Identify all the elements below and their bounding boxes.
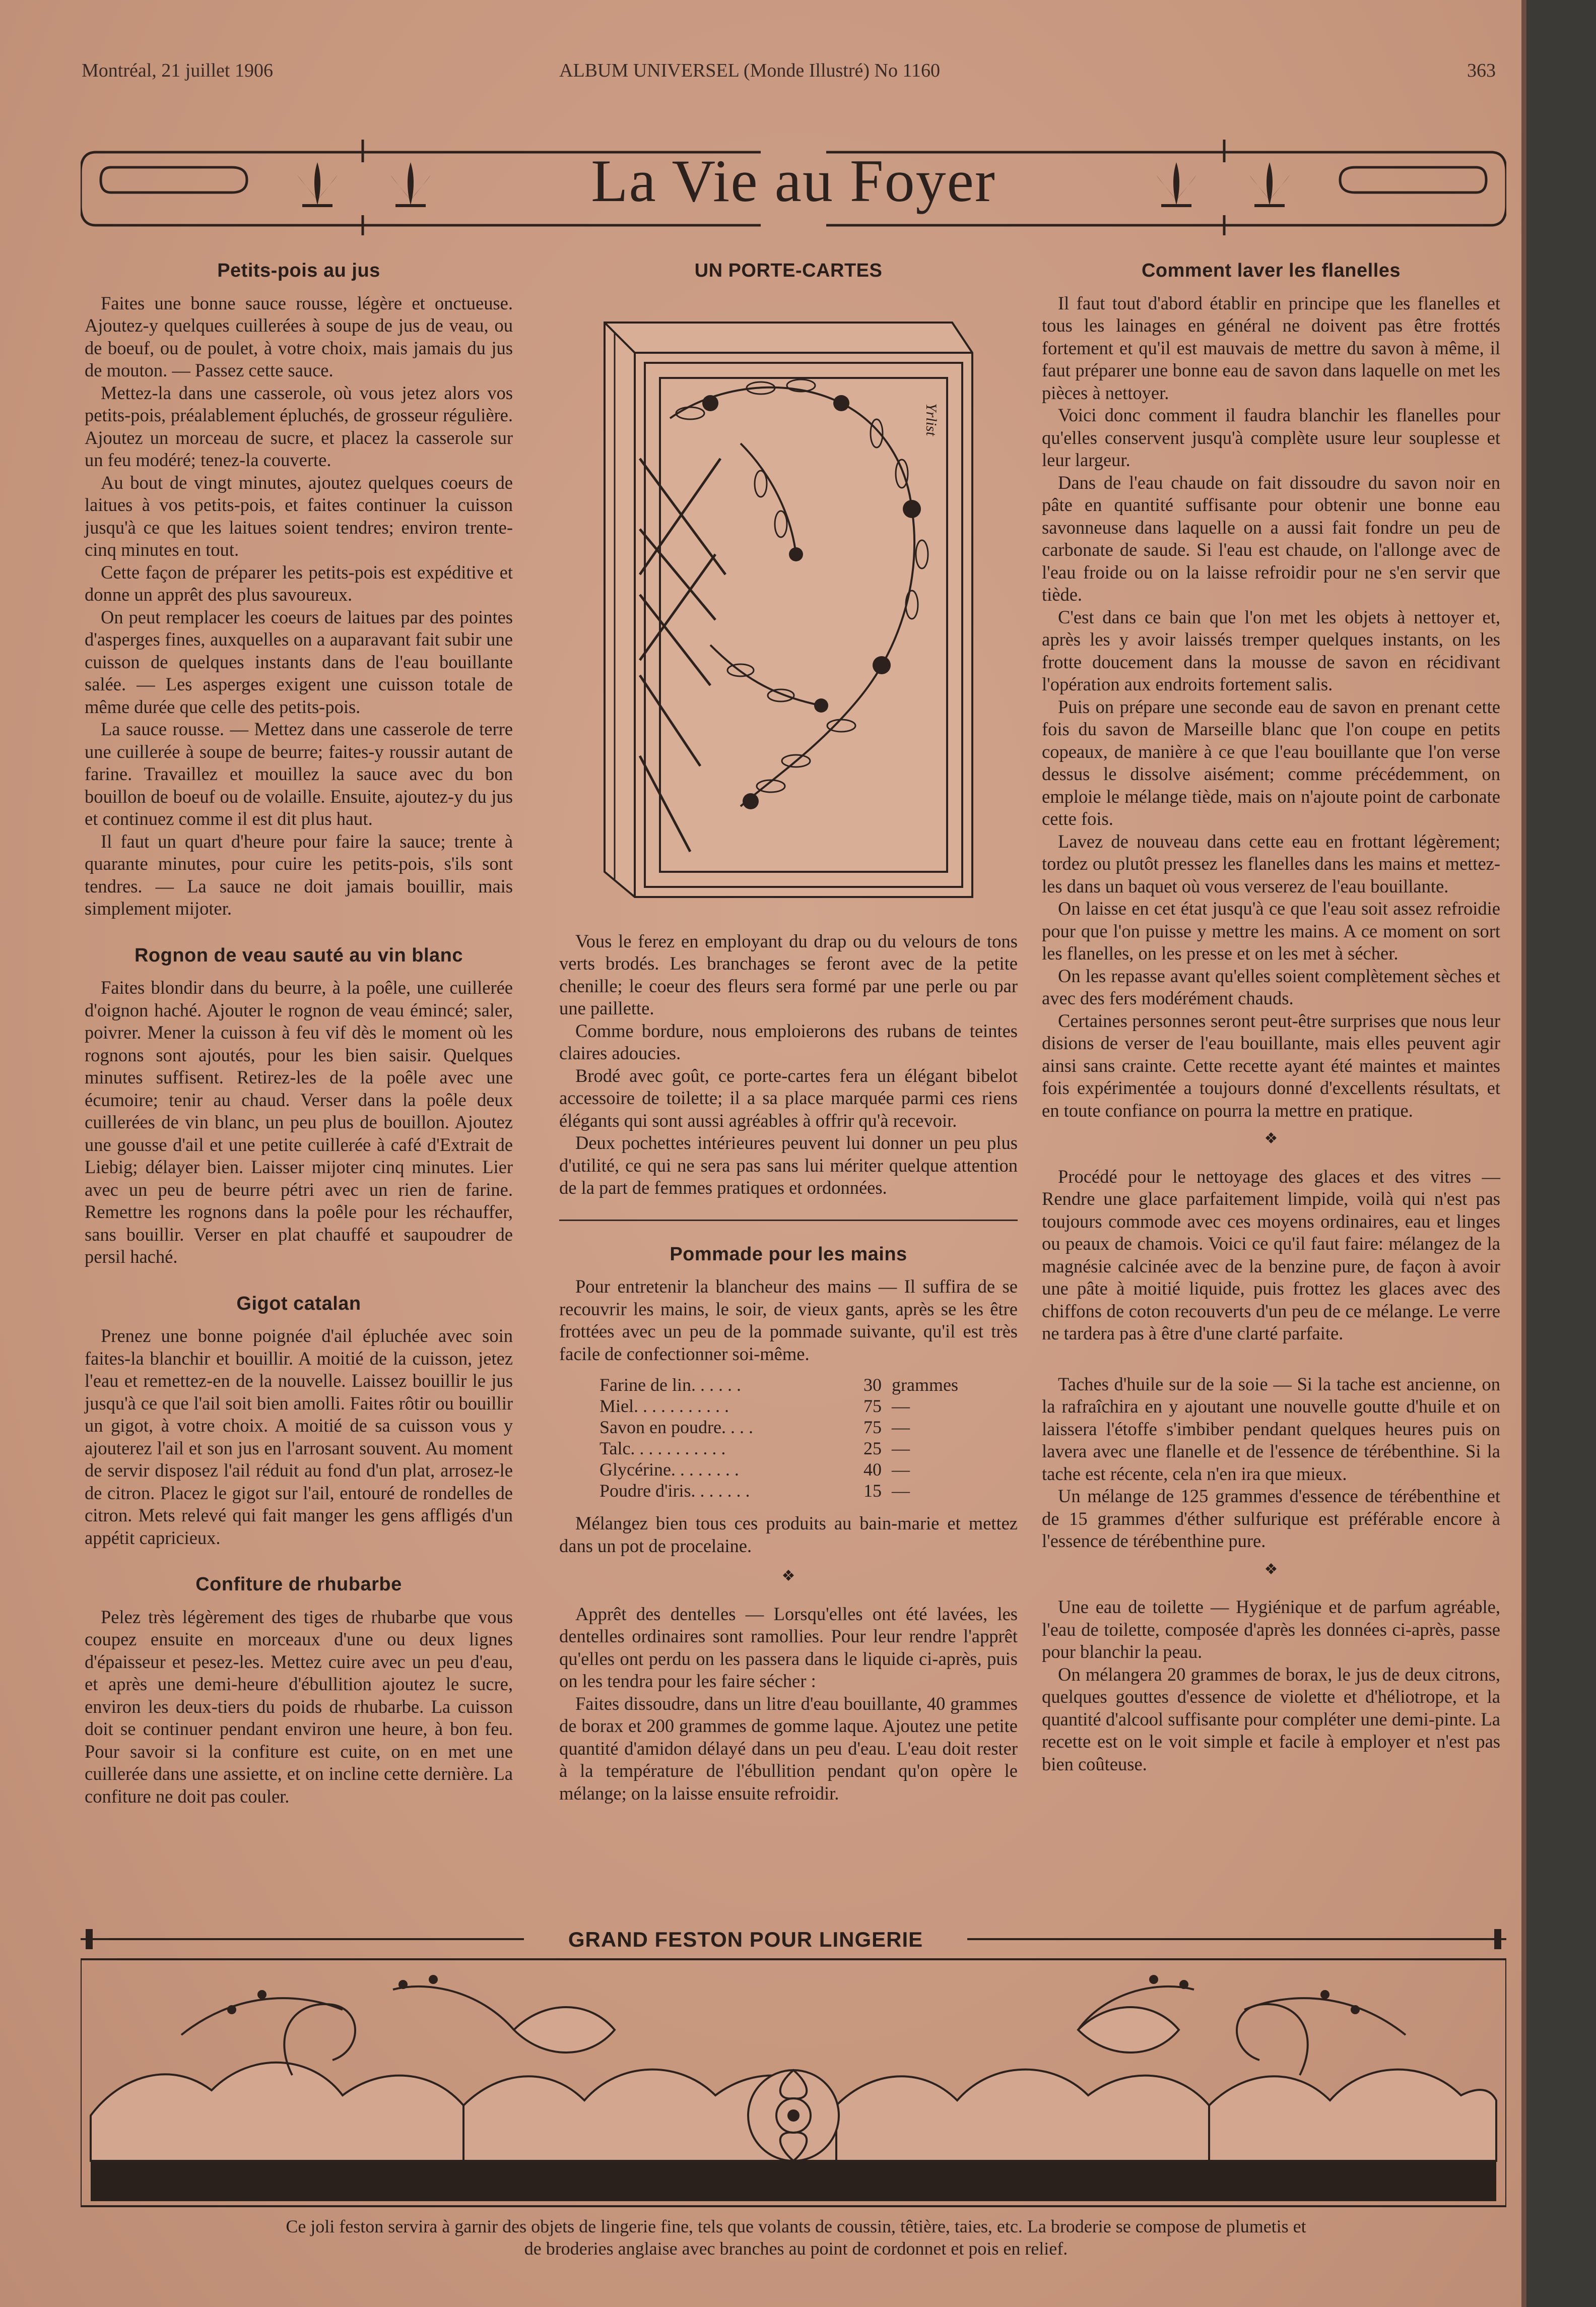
paragraph: On les repasse avant qu'elles soient complètement sèches et avec des fers modérément chauds.	[1042, 965, 1500, 1008]
ingredient-quantity: 75	[863, 1417, 882, 1437]
paragraph: Cette façon de préparer les petits-pois est expéditive et donne un apprêt des plus savoureux.	[85, 561, 513, 605]
column-center	[559, 260, 1018, 1805]
paragraph: Pelez très légèrement des tiges de rhubarbe que vous coupez ensuite en morceaux d'une ou deux lignes d'épaisseur et pesez-les. Mettez cuire avec un peu d'eau, et après une demi-heure d'ébullition ajoutez le sucre, environ les deux-tiers du poids de rhubarbe. La cuisson doit se continuer pendant environ une heure, à bon feu. Pour savoir si la confiture est cuite, on en met une cuillerée dans une assiette, et on incline cette dernière. La confiture ne doit pas couler.	[85, 1606, 513, 1807]
paragraph: Dans de l'eau chaude on fait dissoudre du savon noir en pâte en quantité suffisante pour obtenir une bonne eau savonneuse dans laquelle on a aussi fait fondre un peu de carbonate de saude. Si l'eau est chaude, on l'allonge avec de l'eau froide ou on la laisse refroidir pour ne s'en servir que tiède.	[1042, 472, 1500, 605]
paragraph: Prenez une bonne poignée d'ail épluchée avec soin faites-la blanchir et bouillir. A moitié de la cuisson, jetez l'eau et remettez-en de la nouvelle. Laissez bouillir le jus jusqu'à ce que l'ail soit bien amolli. Faites rôtir ou bouillir un gigot, à votre choix. A moitié de sa cuisson vous y ajouterez l'ail et son jus en l'arrosant souvent. Au moment de servir disposez l'ail réduit au fond d'un plat, arrosez-le de citron. Placez le gigot sur l'ail, entouré de rondelles de citron. Mets relevé qui fait manger les gens affligés d'un appétit capricieux.	[85, 1325, 513, 1548]
paragraph: Taches d'huile sur de la soie — Si la tache est ancienne, on la rafraîchira en y ajoutant une nouvelle goutte d'huile et on laissera l'étoffe s'imbiber pendant quelques heures puis on lavera avec une flanelle et de l'essence de térébenthine. Si la tache est récente, cela n'en ira que mieux.	[1042, 1373, 1500, 1484]
ingredient-name: Talc. . . . . . . . . . .	[600, 1438, 726, 1458]
ingredient-unit: —	[892, 1459, 910, 1480]
paragraph: Vous le ferez en employant du drap ou du velours de tons verts brodés. Les branchages se feront avec de la petite chenille; le coeur des fleurs sera formé par une perle ou par une paillette.	[559, 930, 1018, 1018]
paragraph: Lavez de nouveau dans cette eau en frottant légèrement; tordez ou plutôt pressez les flanelles dans les mains et mettez-les dans un baquet où vous verserez de l'eau bouillante.	[1042, 830, 1500, 896]
ingredient-name: Glycérine. . . . . . . .	[600, 1459, 739, 1480]
feston-panel	[81, 1924, 1506, 2257]
article-title: Confiture de rhubarbe	[195, 1574, 402, 1595]
paragraph: C'est dans ce bain que l'on met les objets à nettoyer et, après les y avoir laissés tremper quelques instants, on les frotte doucement dans la mousse de savon en récidivant l'opération aux endroits fortement salis.	[1042, 606, 1500, 694]
ingredient-quantity: 25	[863, 1438, 882, 1458]
column-right	[1042, 260, 1500, 1775]
paragraph: Il faut un quart d'heure pour faire la sauce; trente à quarante minutes, pour cuire les petits-pois, s'ils sont tendres. — La sauce ne doit jamais bouillir, mais simplement mijoter.	[85, 830, 513, 919]
article-rognon	[85, 944, 513, 1268]
paragraph: Brodé avec goût, ce porte-cartes fera un élégant bibelot accessoire de toilette; il a sa place marquée parmi ces riens élégants qui sont aussi agréables à offrir qu'à recevoir.	[559, 1065, 1018, 1131]
ornament-icon: ❖	[1264, 1130, 1278, 1147]
ingredient-quantity: 30	[863, 1375, 882, 1395]
ingredient-quantity: 40	[863, 1459, 882, 1480]
article-title: UN PORTE-CARTES	[694, 260, 883, 281]
article-flanelles	[1042, 260, 1500, 1122]
article-title: Comment laver les flanelles	[1141, 260, 1401, 281]
paragraph: Procédé pour le nettoyage des glaces et des vitres — Rendre une glace parfaitement limpide, voilà qui n'est pas toujours commode avec ces moyens ordinaires, eau et linges ou peaux de chamois. Voici ce qu'il faut faire: mélangez de la magnésie calcinée avec de la benzine pure, de façon à avoir une pâte à moitié liquide, puis frottez les glaces avec des chiffons de coton recouverts d'un peu de ce mélange. Le verre ne tardera pas à être d'une clarté parfaite.	[1042, 1166, 1500, 1343]
article-title: Petits-pois au jus	[217, 260, 380, 281]
article-title: Rognon de veau sauté au vin blanc	[134, 944, 463, 966]
header-date: Montréal, 21 juillet 1906	[82, 60, 273, 81]
paragraph: Faites dissoudre, dans un litre d'eau bouillante, 40 grammes de borax et 200 grammes de gomme laque. Ajoutez une petite quantité d'amidon délayé dans un peu d'eau. L'eau doit rester à la température de l'ébullition pendant qu'on opère le mélange; on la laisse ensuite refroidir.	[559, 1693, 1018, 1804]
paragraph: Pour entretenir la blancheur des mains — Il suffira de se recouvrir les mains, le soir, de vieux gants, après se les être frottées avec un peu de la pommade suivante, qu'il est très facile de confectionner soi-même.	[559, 1276, 1018, 1364]
ingredient-quantity: 15	[863, 1481, 882, 1501]
column-left	[85, 260, 513, 1832]
feston-caption	[101, 2215, 1491, 2260]
paragraph: Une eau de toilette — Hygiénique et de parfum agréable, l'eau de toilette, composée d'après les données ci-après, passe pour blanchir la peau.	[1042, 1596, 1500, 1662]
feston-title: GRAND FESTON POUR LINGERIE	[568, 1928, 923, 1951]
recipe-row	[600, 1374, 1018, 1395]
ingredient-name: Savon en poudre. . . .	[600, 1417, 753, 1437]
paragraph: Apprêt des dentelles — Lorsqu'elles ont été lavées, les dentelles ordinaires sont ramollies. Pour leur rendre l'apprêt qu'elles ont perdu on les passera dans le liquide ci-après, puis on les tendra pour les faire sécher :	[559, 1603, 1018, 1691]
ornament-spacer	[1042, 1351, 1500, 1358]
ornament-icon: ❖	[1264, 1561, 1278, 1578]
paragraph: Il faut tout d'abord établir en principe que les flanelles et tous les lainages en général ne doivent pas être frottés fortement et qu'il est mauvais de mettre du savon à même, il faut préparer une bonne eau de savon dans laquelle on met les pièces à nettoyer.	[1042, 292, 1500, 403]
paragraph: Mélangez bien tous ces produits au bain-marie et mettez dans un pot de procelaine.	[559, 1513, 1018, 1556]
card-holder-drawing	[559, 292, 1018, 912]
paragraph: Comme bordure, nous emploierons des rubans de teintes claires adoucies.	[559, 1020, 1018, 1063]
recipe-row	[600, 1417, 1018, 1438]
paragraph: On peut remplacer les coeurs de laitues par des pointes d'asperges fines, auxquelles on a auparavant fait subir une cuisson de quelques instants dans de l'eau bouillante salée. — Les asperges exigent une cuisson totale de même durée que celle des petits-pois.	[85, 606, 513, 717]
paragraph: Mettez-la dans une casserole, où vous jetez alors vos petits-pois, préalablement épluchés, de grosseur régulière. Ajoutez un morceau de sucre, et placez la casserole sur un feu modéré; tenez-la couverte.	[85, 382, 513, 470]
article-pommade	[559, 1243, 1018, 1558]
illustrator-signature: Yrlist	[923, 403, 940, 436]
ingredient-unit: —	[892, 1438, 910, 1458]
recipe-row	[600, 1459, 1018, 1480]
article-title: Gigot catalan	[236, 1293, 361, 1314]
paragraph: Deux pochettes intérieures peuvent lui donner un peu plus d'utilité, ce qui ne sera pas sans lui mériter quelque attention de la part de femmes pratiques et ordonnées.	[559, 1132, 1018, 1198]
recipe-table	[600, 1374, 1018, 1501]
article-confiture	[85, 1573, 513, 1808]
paragraph: Faites une bonne sauce rousse, légère et onctueuse. Ajoutez-y quelques cuillerées à soupe de jus de veau, ou de boeuf, ou de poulet, à votre choix, mais jamais du jus de mouton. — Passez cette sauce.	[85, 292, 513, 380]
ingredient-unit: grammes	[892, 1375, 958, 1395]
feston-drawing	[81, 1924, 1506, 2257]
paragraph: Faites blondir dans du beurre, à la poêle, une cuillerée d'oignon haché. Ajouter le rognon de veau émincé; saler, poivrer. Mener la cuisson à feu vif dès le moment où les rognons sont ajoutés, pour les bien saisir. Quelques minutes suffisent. Retirez-les de la poêle avec une écumoire; tenir au chaud. Verser dans la poêle deux cuillerées de vin blanc, un peu plus de bouillon. Ajoutez une gousse d'ail et une petite cuillerée à café d'Extrait de Liebig; délayer bien. Laisser mijoter cinq minutes. Lier avec un peu de beurre pétri avec un rien de farine. Remettre les rognons dans la poêle pour les réchauffer, sans bouillir. Verser en plat chauffé et saupoudrer de persil haché.	[85, 977, 513, 1267]
article-title: Pommade pour les mains	[670, 1243, 907, 1265]
book-binding	[1526, 0, 1596, 2307]
recipe-row	[600, 1395, 1018, 1417]
column-rule	[559, 1220, 1018, 1221]
caption-line: Ce joli feston servira à garnir des objets de lingerie fine, tels que volants de coussin, têtière, taies, etc. La broderie se compose de plumetis et	[286, 2216, 1306, 2236]
porte-cartes-illustration	[559, 292, 1018, 912]
ingredient-name: Farine de lin. . . . . .	[600, 1375, 741, 1395]
article-petits-pois	[85, 260, 513, 920]
ingredient-name: Poudre d'iris. . . . . . .	[600, 1481, 750, 1501]
recipe-row	[600, 1438, 1018, 1459]
ingredient-unit: —	[892, 1481, 910, 1501]
article-gigot	[85, 1293, 513, 1550]
ingredient-unit: —	[892, 1396, 910, 1416]
paragraph: Voici donc comment il faudra blanchir les flanelles pour qu'elles conservent jusqu'à complète usure leur souplesse et leur largeur.	[1042, 405, 1500, 470]
paragraph: La sauce rousse. — Mettez dans une casserole de terre une cuillerée à soupe de beurre; faites-y roussir autant de farine. Travaillez et mouillez la sauce avec du bon bouillon de boeuf ou de volaille. Ensuite, ajoutez-y du jus et continuez comme il est dit plus haut.	[85, 719, 513, 829]
paragraph: Au bout de vingt minutes, ajoutez quelques coeurs de laitues à vos petits-pois, et faites continuer la cuisson jusqu'à ce que les laitues soient tendres; environ trente-cinq minutes en tout.	[85, 472, 513, 560]
caption-line: de broderies anglaise avec branches au point de cordonnet et pois en relief.	[524, 2238, 1068, 2259]
ornament-icon: ❖	[781, 1568, 795, 1584]
recipe-row	[600, 1480, 1018, 1501]
section-banner	[81, 132, 1506, 238]
ingredient-name: Miel. . . . . . . . . . .	[600, 1396, 729, 1416]
header-publication: ALBUM UNIVERSEL (Monde Illustré) No 1160	[559, 60, 941, 81]
paragraph: Un mélange de 125 grammes d'essence de térébenthine et de 15 grammes d'éther sulfurique est préférable encore à l'essence de térébenthine pure.	[1042, 1486, 1500, 1551]
header-page-number: 363	[1467, 60, 1496, 81]
ingredient-quantity: 75	[863, 1396, 882, 1416]
ingredient-unit: —	[892, 1417, 910, 1437]
paragraph: Puis on prépare une seconde eau de savon en prenant cette fois du savon de Marseille blanc que l'on coupe en petits copeaux, de manière à ce que l'eau bouillante que l'on verse dessus le dissolve aisément; comme précédemment, on emploie le mélange tiède, mais on n'ajoute point de carbonate cette fois.	[1042, 696, 1500, 829]
paragraph: On mélangera 20 grammes de borax, le jus de deux citrons, quelques gouttes d'essence de violette et d'héliotrope, et la quantité d'alcool suffisante pour compléter une demi-pinte. La recette est on le voit simple et facile à employer et n'est pas bien coûteuse.	[1042, 1663, 1500, 1774]
banner-title: La Vie au Foyer	[591, 147, 996, 214]
paragraph: On laisse en cet état jusqu'à ce que l'eau soit assez refroidie pour que l'on puisse y mettre les mains. A ce moment on sort les flanelles, on les presse et on les met à sécher.	[1042, 898, 1500, 964]
paragraph: Certaines personnes seront peut-être surprises que nous leur disions de verser de l'eau bouillante, mais elles peuvent agir ainsi sans crainte. Cette recette ayant été maintes et maintes fois expérimentée a toujours donné d'excellents résultats, et en toute confiance on pourra la mettre en pratique.	[1042, 1010, 1500, 1121]
